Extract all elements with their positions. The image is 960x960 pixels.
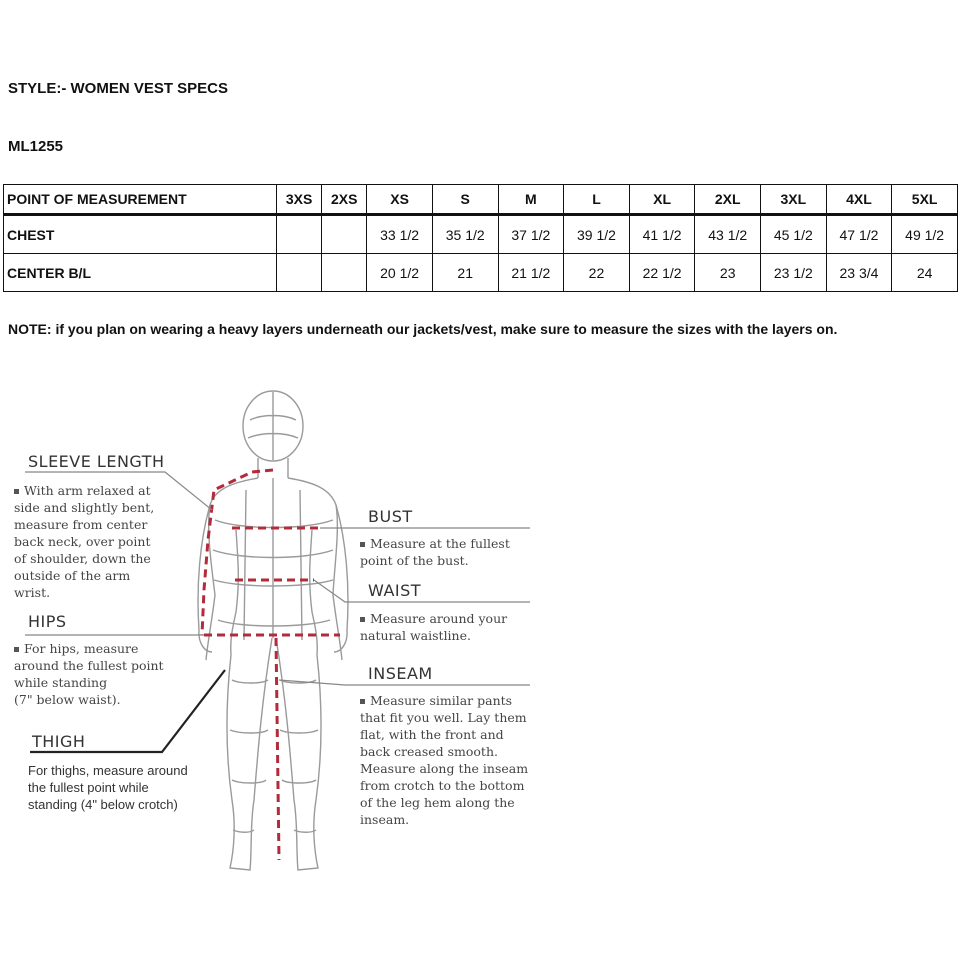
thigh-description: For thighs, measure around the fullest point while standing (4" below crotch) bbox=[28, 763, 188, 812]
table-cell: 21 1/2 bbox=[498, 254, 564, 292]
table-row-center-bl bbox=[4, 254, 958, 292]
sleeve-length-label: SLEEVE LENGTH bbox=[28, 452, 165, 471]
table-cell bbox=[322, 215, 367, 254]
table-cell: 41 1/2 bbox=[629, 215, 695, 254]
sleeve-length-description: With arm relaxed at side and slightly bent, measure from center back neck, over point of shoulder, down the outside of the arm wrist. bbox=[14, 483, 155, 600]
bullet-icon bbox=[14, 647, 19, 652]
col-header-point-of-measurement: POINT OF MEASUREMENT bbox=[4, 185, 277, 215]
table-cell bbox=[322, 254, 367, 292]
bust-description: Measure at the fullest point of the bust. bbox=[360, 536, 510, 568]
inseam-label: INSEAM bbox=[368, 664, 433, 683]
col-header-size: XL bbox=[629, 185, 695, 215]
col-header-size: XS bbox=[367, 185, 433, 215]
bullet-icon bbox=[14, 489, 19, 494]
thigh-label: THIGH bbox=[32, 732, 86, 751]
waist-description: Measure around your natural waistline. bbox=[360, 611, 508, 643]
table-row-chest bbox=[4, 215, 958, 254]
col-header-size: M bbox=[498, 185, 564, 215]
bullet-icon bbox=[360, 699, 365, 704]
table-cell: 22 bbox=[564, 254, 630, 292]
table-cell: 37 1/2 bbox=[498, 215, 564, 254]
table-cell: 49 1/2 bbox=[892, 215, 958, 254]
table-cell: 47 1/2 bbox=[826, 215, 892, 254]
col-header-size: 3XS bbox=[277, 185, 322, 215]
table-cell: 23 bbox=[695, 254, 761, 292]
col-header-size: 5XL bbox=[892, 185, 958, 215]
table-cell: 22 1/2 bbox=[629, 254, 695, 292]
table-cell: 33 1/2 bbox=[367, 215, 433, 254]
col-header-size: 2XL bbox=[695, 185, 761, 215]
table-header-row bbox=[4, 185, 958, 215]
table-cell: 43 1/2 bbox=[695, 215, 761, 254]
table-cell: 23 3/4 bbox=[826, 254, 892, 292]
table-cell: 23 1/2 bbox=[761, 254, 827, 292]
layering-note: NOTE: if you plan on wearing a heavy layers underneath our jackets/vest, make sure to measure the sizes with the layers on. bbox=[8, 321, 838, 337]
row-label: CHEST bbox=[4, 215, 277, 254]
size-spec-table bbox=[3, 184, 958, 292]
bullet-icon bbox=[360, 617, 365, 622]
table-cell: 20 1/2 bbox=[367, 254, 433, 292]
col-header-size: 2XS bbox=[322, 185, 367, 215]
inseam-line bbox=[276, 638, 279, 860]
hips-label: HIPS bbox=[28, 612, 67, 631]
table-cell: 21 bbox=[432, 254, 498, 292]
table-cell: 35 1/2 bbox=[432, 215, 498, 254]
table-cell bbox=[277, 215, 322, 254]
style-title: STYLE:- WOMEN VEST SPECS bbox=[8, 80, 229, 97]
col-header-size: 3XL bbox=[761, 185, 827, 215]
table-cell bbox=[277, 254, 322, 292]
bust-label: BUST bbox=[368, 507, 413, 526]
hips-description: For hips, measure around the fullest point while standing (7" below waist). bbox=[14, 641, 164, 707]
table-cell: 45 1/2 bbox=[761, 215, 827, 254]
col-header-size: 4XL bbox=[826, 185, 892, 215]
waist-label: WAIST bbox=[368, 581, 422, 600]
table-cell: 24 bbox=[892, 254, 958, 292]
col-header-size: S bbox=[432, 185, 498, 215]
table-cell: 39 1/2 bbox=[564, 215, 630, 254]
measurement-guide bbox=[0, 380, 960, 900]
bullet-icon bbox=[360, 542, 365, 547]
inseam-description: Measure similar pants that fit you well. Lay them flat, with the front and back creased smooth. Measure along the inseam from crotch to the bottom of the leg hem along the inseam. bbox=[360, 693, 529, 827]
col-header-size: L bbox=[564, 185, 630, 215]
row-label: CENTER B/L bbox=[4, 254, 277, 292]
style-code: ML1255 bbox=[8, 138, 64, 155]
